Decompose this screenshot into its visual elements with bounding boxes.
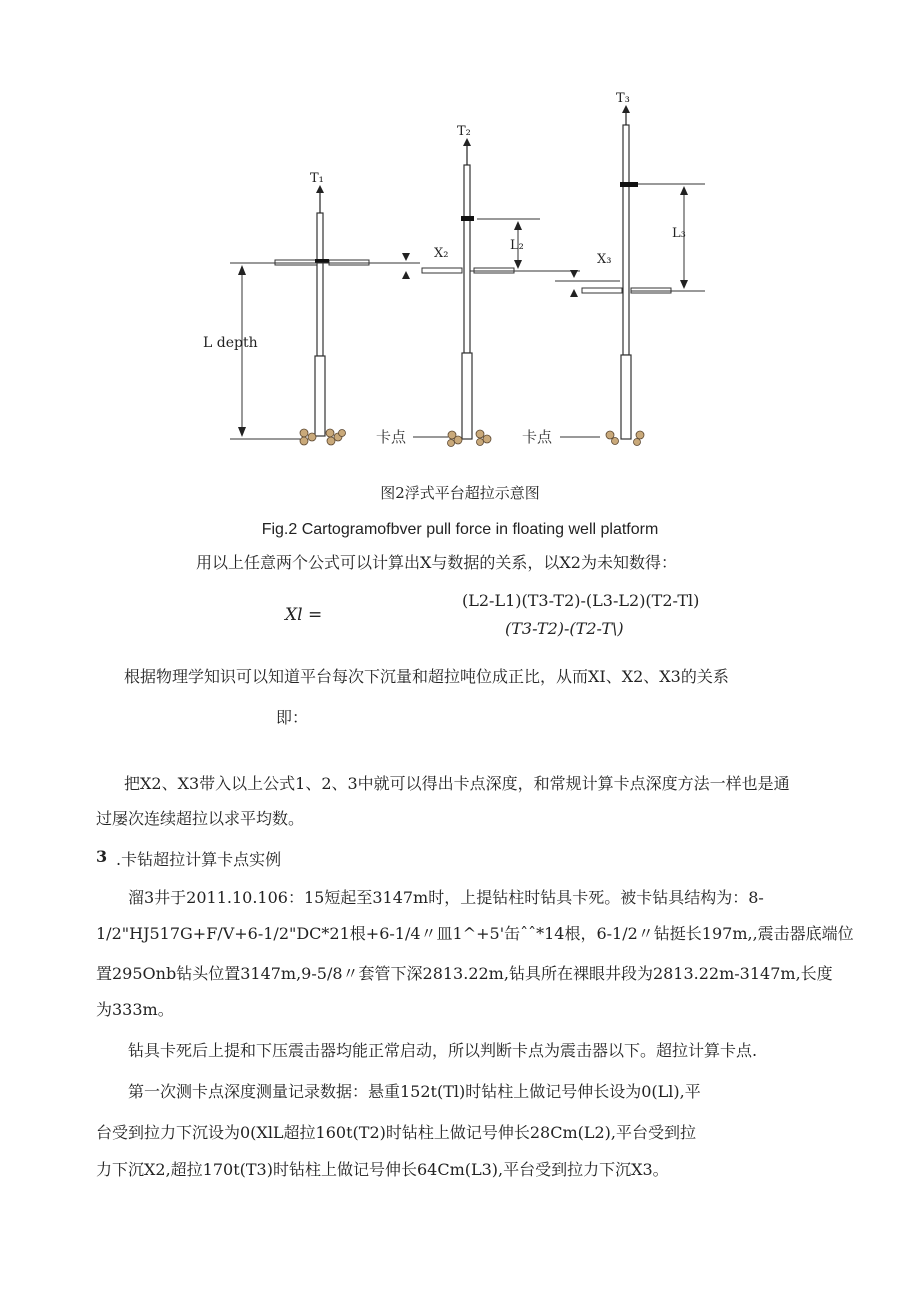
jar-paragraph: 钻具卡死后上提和下压震击器均能正常启动，所以判断卡点为震击器以下。超拉计算卡点. (128, 1041, 758, 1060)
formula-lhs: Xl = (285, 605, 323, 625)
label-l2: L₂ (510, 238, 524, 253)
record-line-3: 力下沉X2,超拉170t(T3)时钻柱上做记号伸长64Cm(L3),平台受到拉力下沉X3。 (96, 1160, 669, 1179)
namely-label: 即： (276, 708, 309, 727)
platform-2-left (422, 268, 462, 273)
intro-paragraph: 用以上任意两个公式可以计算出X与数据的关系，以X2为未知数得： (196, 553, 677, 572)
t1-arrow-icon (316, 185, 324, 193)
label-t3: T₃ (616, 91, 630, 106)
section-number: 3 (96, 847, 108, 866)
label-x3: X₃ (597, 252, 612, 267)
pipe-2 (462, 165, 472, 439)
section-title: .卡钻超拉计算卡点实例 (116, 850, 282, 869)
t2-arrow-icon (463, 138, 471, 146)
physics-paragraph: 根据物理学知识可以知道平台每次下沉量和超拉吨位成正比，从而XI、X2、X3的关系 (124, 667, 729, 686)
figure-caption-en: Fig.2 Cartogramofbver pull force in floating well platform (261, 521, 659, 538)
formula-denominator: (T3-T2)-(T2-T\) (505, 619, 624, 638)
label-l3: L₃ (672, 226, 686, 241)
mark-1 (315, 259, 329, 263)
pipe-1 (315, 213, 325, 436)
substitute-line-1: 把X2、X3带入以上公式1、2、3中就可以得出卡点深度，和常规计算卡点深度方法一样也是通 (124, 774, 790, 793)
label-t1: T₁ (310, 171, 324, 186)
formula-numerator: (L2-L1)(T3-T2)-(L3-L2)(T2-Tl) (462, 591, 700, 610)
floating-platform-diagram (200, 85, 720, 465)
mark-2 (461, 216, 474, 221)
pipe-3 (621, 125, 631, 439)
stuck-point-label-2: 卡点 (522, 429, 553, 446)
record-line-2: 台受到拉力下沉设为0(XlL超拉160t(T2)时钻柱上做记号伸长28Cm(L2),平台受到拉 (96, 1123, 697, 1142)
t3-arrow-icon (622, 105, 630, 113)
case-line-4: 为333m。 (96, 1000, 174, 1019)
case-line-1: 溜3井于2011.10.106：15短起至3147m时，上提钻柱时钻具卡死。被卡钻具结构为：8- (128, 888, 764, 907)
label-t2: T₂ (457, 124, 471, 139)
case-line-3: 置295Onb钻头位置3147m,9-5/8〃套管下深2813.22m,钻具所在裸眼井段为2813.22m-3147m,长度 (96, 964, 833, 983)
label-ldepth: L depth (203, 335, 258, 351)
record-line-1: 第一次测卡点深度测量记录数据：悬重152t(Tl)时钻柱上做记号伸长设为0(Ll),平 (128, 1082, 701, 1101)
platform-3-left (582, 288, 622, 293)
stuck-point-label-1: 卡点 (376, 429, 407, 446)
label-x2: X₂ (434, 246, 449, 261)
substitute-line-2: 过屡次连续超拉以求平均数。 (96, 809, 305, 828)
case-line-2: 1/2"HJ517G+F/V+6-1/2"DC*21根+6-1/4〃皿1^+5'缶ˆˆ*14根，6-1/2〃钻挺长197m,,震击器底端位 (96, 924, 854, 943)
figure-caption-cn: 图2浮式平台超拉示意图 (380, 484, 540, 502)
mark-3 (620, 182, 638, 187)
